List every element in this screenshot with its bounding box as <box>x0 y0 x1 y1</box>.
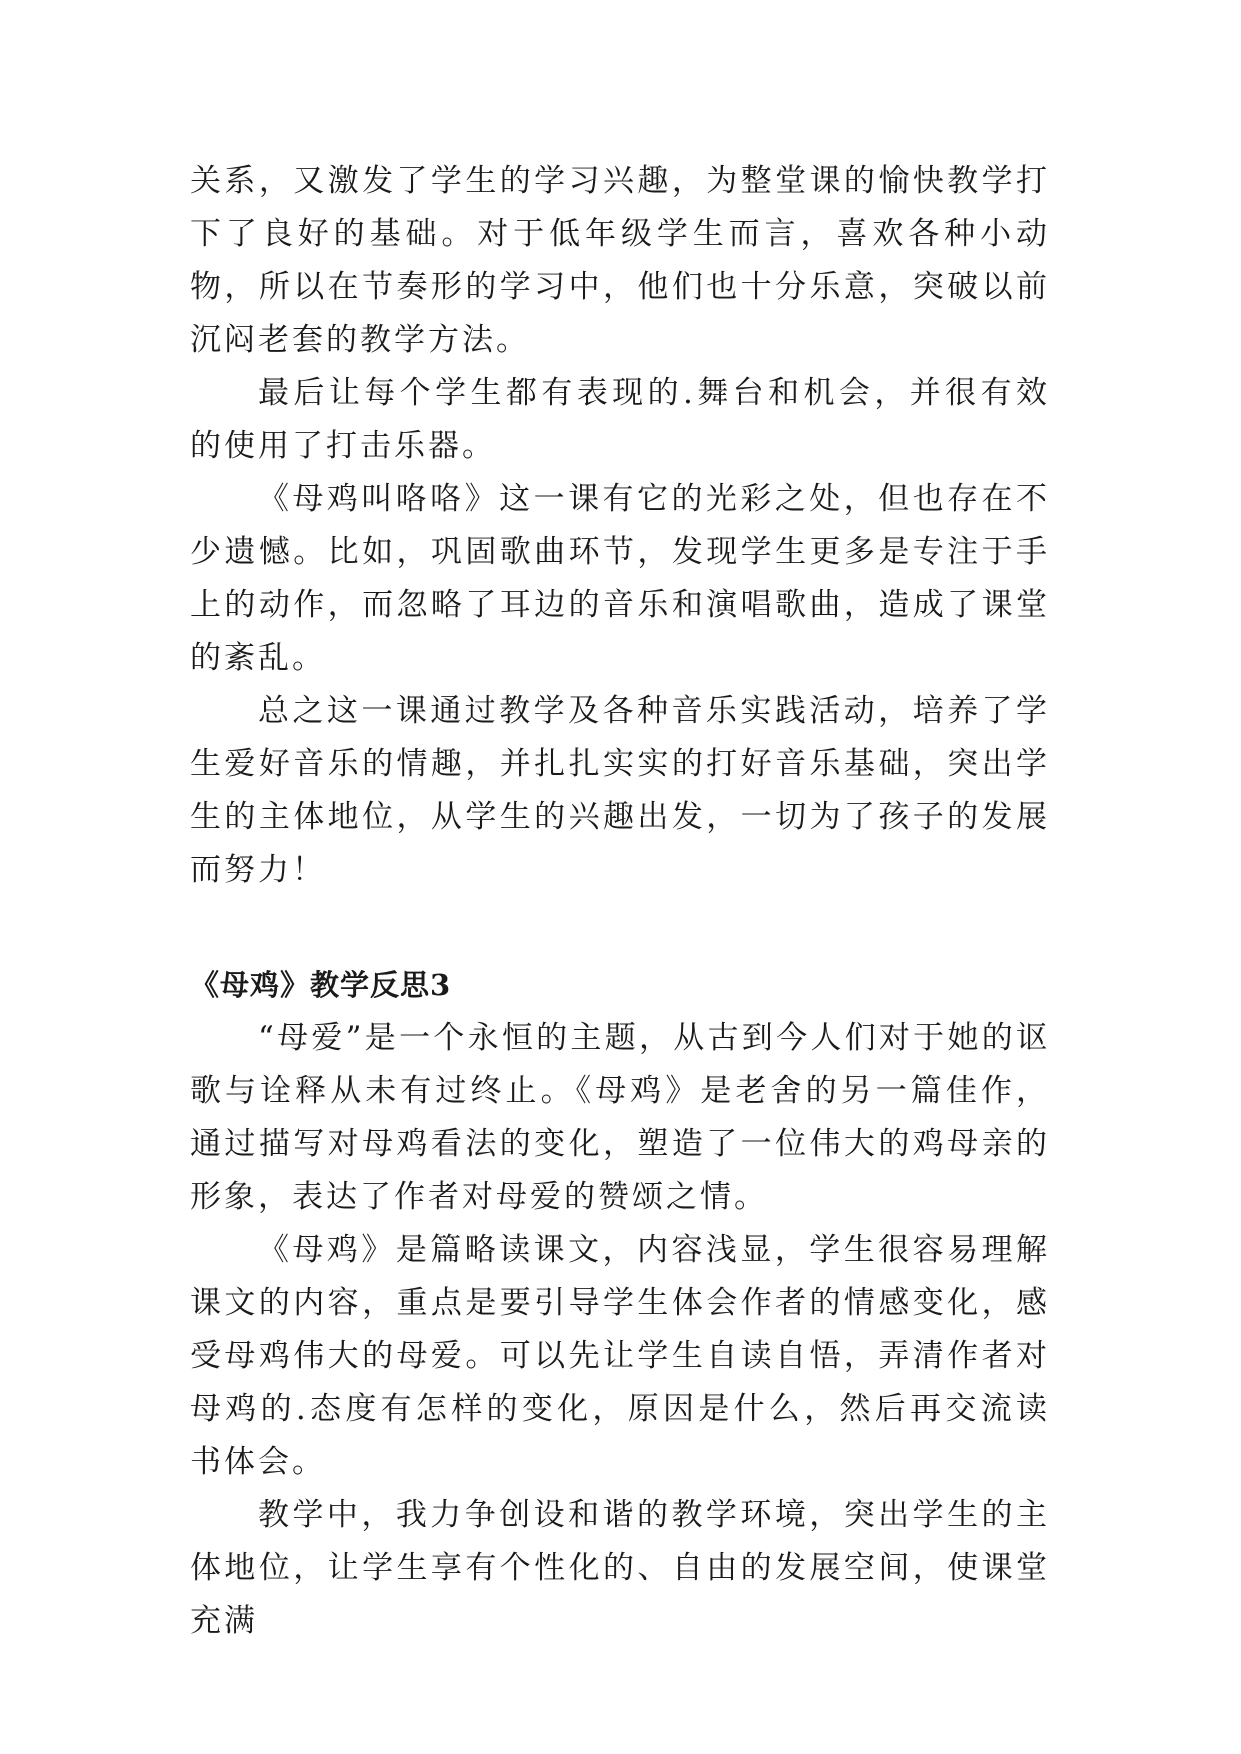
paragraph-summary: 总之这一课通过教学及各种音乐实践活动，培养了学生爱好音乐的情趣，并扎扎实实的打好音乐基础，突出学生的主体地位，从学生的兴趣出发，一切为了孩子的发展而努力！ <box>190 693 1050 888</box>
paragraph-continuation: 关系，又激发了学生的学习兴趣，为整堂课的愉快教学打下了良好的基础。对于低年级学生而言，喜欢各种小动物，所以在节奏形的学习中，他们也十分乐意，突破以前沉闷老套的教学方法。 <box>190 163 1050 358</box>
document-body <box>190 155 1050 1648</box>
paragraph-regrets: 《母鸡叫咯咯》这一课有它的光彩之处，但也存在不少遗憾。比如，巩固歌曲环节，发现学生更多是专注于手上的动作，而忽略了耳边的音乐和演唱歌曲，造成了课堂的紊乱。 <box>190 481 1050 676</box>
paragraph-maternal-love: “母爱”是一个永恒的主题，从古到今人们对于她的讴歌与诠释从未有过终止。《母鸡》是老舍的另一篇佳作，通过描写对母鸡看法的变化，塑造了一位伟大的鸡母亲的形象，表达了作者对母爱的赞颂之情。 <box>190 1020 1050 1215</box>
paragraph-lesson-content: 《母鸡》是篇略读课文，内容浅显，学生很容易理解课文的内容，重点是要引导学生体会作者的情感变化，感受母鸡伟大的母爱。可以先让学生自读自悟，弄清作者对母鸡的.态度有怎样的变化，原因是什么，然后再交流读书体会。 <box>190 1232 1050 1480</box>
paragraph-performance-stage: 最后让每个学生都有表现的.舞台和机会，并很有效的使用了打击乐器。 <box>190 375 1050 464</box>
paragraph-teaching-environment: 教学中，我力争创设和谐的教学环境，突出学生的主体地位，让学生享有个性化的、自由的发展空间，使课堂充满 <box>190 1497 1050 1639</box>
section-heading: 《母鸡》教学反思3 <box>190 968 452 1002</box>
